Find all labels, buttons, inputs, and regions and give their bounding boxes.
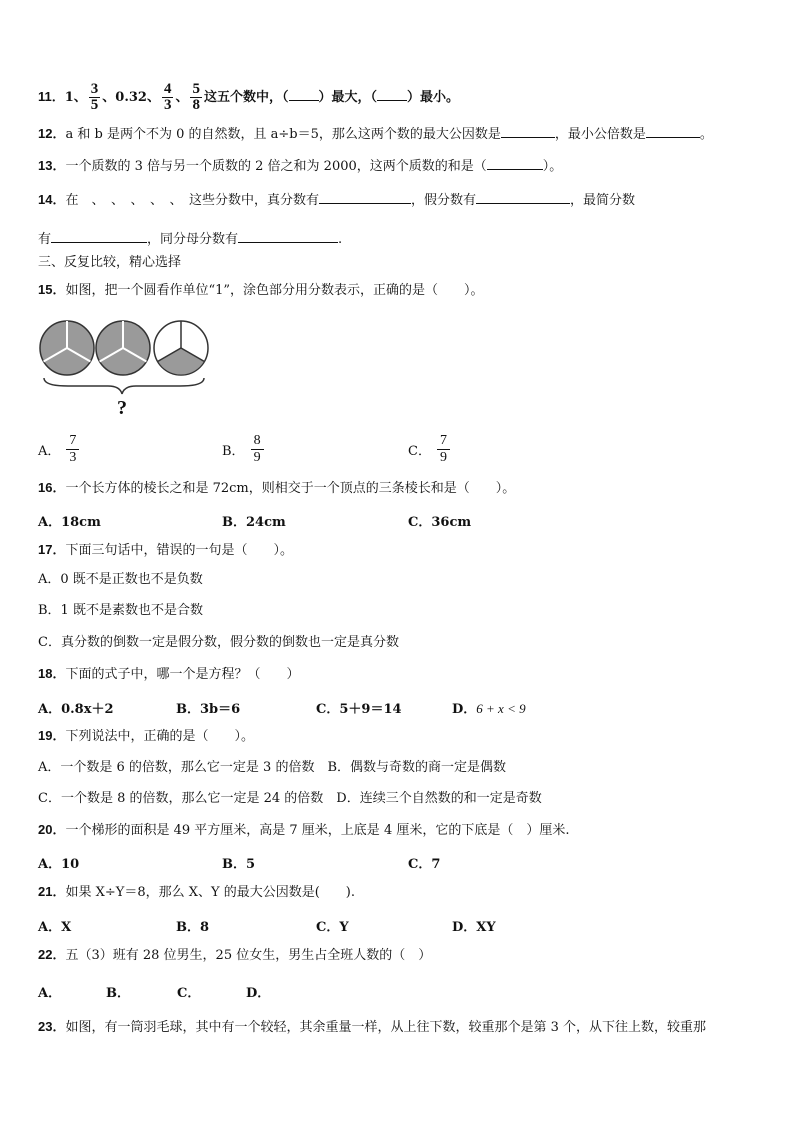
circle-1 bbox=[40, 321, 94, 375]
question-text: 如图，有一筒羽毛球，其中有一个较轻，其余重量一样，从上往下数，较重那个是第 3 个，从下往上数，较重那 bbox=[65, 1020, 707, 1035]
question-17 bbox=[38, 542, 293, 559]
question-14: 14．在 、 、 、 、 、 这些分数中，真分数有 ，假分数有 ，最简分数 bbox=[38, 192, 636, 208]
question-text: 如果 X÷Y＝8，那么 X、Y 的最大公因数是( ). bbox=[65, 885, 355, 900]
option-b[interactable]: B．8 bbox=[176, 920, 210, 935]
question-15 bbox=[38, 282, 484, 299]
question-13: 13．一个质数的 3 倍与另一个质数的 2 倍之和为 2000，这两个质数的和是（ ）。 bbox=[38, 158, 563, 174]
option-b[interactable]: B． bbox=[106, 986, 130, 1001]
fraction: $\frac{7}{3}$ bbox=[66, 433, 79, 466]
answer-blank[interactable] bbox=[476, 191, 570, 204]
question-text: 1、 bbox=[64, 90, 87, 105]
question-text: 下列说法中，正确的是（ ）。 bbox=[65, 729, 254, 744]
circle-2 bbox=[96, 321, 150, 375]
question-number: 19． bbox=[38, 728, 66, 743]
option-d[interactable]: D．6 + x < 9 bbox=[452, 701, 526, 717]
option-c[interactable]: C．Y bbox=[316, 920, 349, 935]
question-text: 下面三句话中，错误的一句是（ ）。 bbox=[65, 543, 293, 558]
question-text: 在 、 、 、 、 、 这些分数中，真分数有 bbox=[65, 193, 319, 208]
question-text: 如图，把一个圆看作单位“1”，涂色部分用分数表示，正确的是（ ）。 bbox=[65, 283, 484, 298]
question-14-line-2: 有 ，同分母分数有 . bbox=[38, 232, 343, 247]
question-number: 16． bbox=[38, 480, 66, 495]
question-23 bbox=[38, 1019, 706, 1036]
option-a[interactable]: A． bbox=[38, 986, 62, 1001]
circles-figure bbox=[38, 318, 218, 418]
option-c[interactable]: C．36cm bbox=[408, 515, 472, 530]
question-16 bbox=[38, 480, 515, 497]
question-number: 12． bbox=[38, 126, 66, 141]
option-a[interactable]: A．18cm bbox=[38, 515, 101, 530]
question-number: 17． bbox=[38, 542, 66, 557]
question-20 bbox=[38, 822, 569, 839]
option-row-ab[interactable]: A．一个数是 6 的倍数，那么它一定是 3 的倍数 B．偶数与奇数的商一定是偶数 bbox=[38, 760, 507, 775]
option-b[interactable]: B．1 既不是素数也不是合数 bbox=[38, 603, 203, 618]
question-11: 11．1、 $\frac{3}{5}$ 、0.32、 $\frac{4}{3}$ 、 $\frac{5}{8}$ 这五个数中，（ ）最大，（ ）最小。 bbox=[38, 81, 460, 113]
answer-blank[interactable] bbox=[377, 88, 407, 101]
option-d[interactable]: D．XY bbox=[452, 920, 496, 935]
option-a[interactable]: A．0.8x＋2 bbox=[38, 702, 114, 717]
question-text: 一个质数的 3 倍与另一个质数的 2 倍之和为 2000，这两个质数的和是（ bbox=[65, 159, 487, 174]
answer-blank[interactable] bbox=[646, 125, 700, 138]
option-c[interactable]: C． $\frac{7}{9}$ bbox=[408, 433, 450, 466]
fraction: $\frac{5}{8}$ bbox=[192, 81, 200, 113]
option-c[interactable]: C．5＋9＝14 bbox=[316, 702, 402, 717]
question-text: 五（3）班有 28 位男生，25 位女生，男生占全班人数的（ ） bbox=[65, 948, 432, 963]
fraction: $\frac{8}{9}$ bbox=[251, 433, 264, 466]
question-18 bbox=[38, 666, 299, 683]
question-number: 14． bbox=[38, 192, 66, 207]
section-heading: 三、反复比较，精心选择 bbox=[38, 255, 182, 270]
question-text: 一个梯形的面积是 49 平方厘米，高是 7 厘米，上底是 4 厘米，它的下底是（ ）厘米. bbox=[65, 823, 570, 838]
question-number: 21． bbox=[38, 884, 66, 899]
option-row-cd[interactable]: C．一个数是 8 的倍数，那么它一定是 24 的倍数 D．连续三个自然数的和一定是奇数 bbox=[38, 791, 542, 806]
answer-blank[interactable] bbox=[238, 230, 338, 243]
question-mark: ? bbox=[117, 397, 127, 418]
fraction: $\frac{4}{3}$ bbox=[163, 81, 172, 113]
question-text: 下面的式子中，哪一个是方程？（ ） bbox=[65, 667, 300, 682]
question-text: 、0.32、 bbox=[102, 90, 160, 105]
fraction: $\frac{7}{9}$ bbox=[437, 433, 450, 466]
question-22 bbox=[38, 947, 431, 964]
option-b[interactable]: B．3b＝6 bbox=[176, 702, 241, 717]
question-number: 15． bbox=[38, 282, 66, 297]
circle-3 bbox=[154, 321, 208, 375]
question-number: 20． bbox=[38, 822, 66, 837]
answer-blank[interactable] bbox=[319, 191, 411, 204]
question-12: 12．a 和 b 是两个不为 0 的自然数，且 a÷b＝5，那么这两个数的最大公因数是 ，最小公倍数是 。 bbox=[38, 126, 713, 142]
brace bbox=[44, 378, 204, 394]
answer-blank[interactable] bbox=[501, 125, 555, 138]
answer-blank[interactable] bbox=[289, 88, 319, 101]
question-text: a 和 b 是两个不为 0 的自然数，且 a÷b＝5，那么这两个数的最大公因数是 bbox=[65, 127, 501, 142]
answer-blank[interactable] bbox=[487, 157, 543, 170]
option-c[interactable]: C．真分数的倒数一定是假分数，假分数的倒数也一定是真分数 bbox=[38, 635, 399, 650]
question-text: 一个长方体的棱长之和是 72cm，则相交于一个顶点的三条棱长和是（ ）。 bbox=[65, 481, 516, 496]
option-c[interactable]: C．7 bbox=[408, 857, 441, 872]
question-number: 22． bbox=[38, 947, 66, 962]
question-number: 23． bbox=[38, 1019, 66, 1034]
question-number: 11． bbox=[38, 89, 65, 104]
answer-blank[interactable] bbox=[51, 230, 147, 243]
option-a[interactable]: A． $\frac{7}{3}$ bbox=[38, 433, 79, 466]
question-19 bbox=[38, 728, 254, 745]
option-a[interactable]: A．X bbox=[38, 920, 72, 935]
question-number: 18． bbox=[38, 666, 66, 681]
question-number: 13． bbox=[38, 158, 66, 173]
option-b[interactable]: B． $\frac{8}{9}$ bbox=[222, 433, 264, 466]
inequality: 6 + x < 9 bbox=[476, 701, 526, 716]
option-b[interactable]: B．5 bbox=[222, 857, 256, 872]
option-c[interactable]: C． bbox=[177, 986, 201, 1001]
question-21 bbox=[38, 884, 355, 901]
option-d[interactable]: D． bbox=[246, 986, 271, 1001]
option-a[interactable]: A．10 bbox=[38, 857, 80, 872]
fraction: $\frac{3}{5}$ bbox=[90, 81, 99, 113]
option-b[interactable]: B．24cm bbox=[222, 515, 286, 530]
option-a[interactable]: A．0 既不是正数也不是负数 bbox=[38, 572, 203, 587]
